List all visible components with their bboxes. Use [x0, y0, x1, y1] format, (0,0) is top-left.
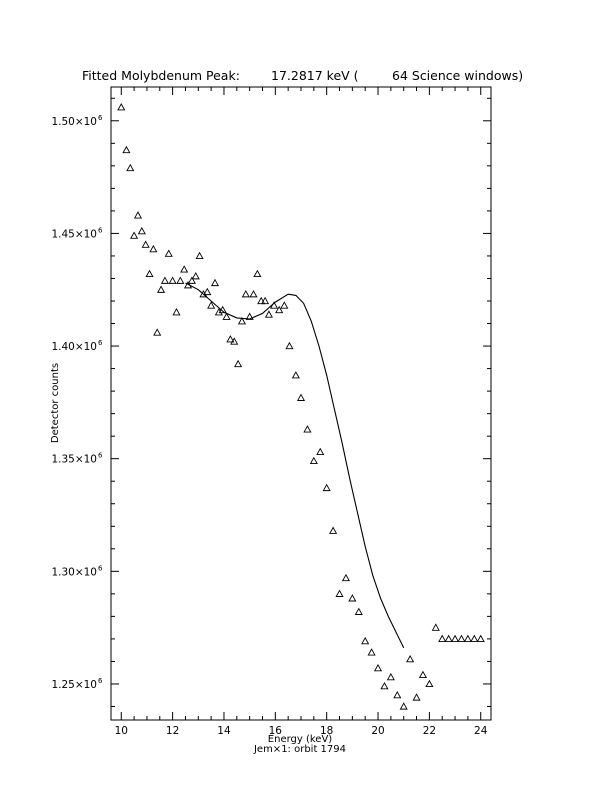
data-point-triangle: [388, 674, 395, 680]
y-tick-exponent: 6: [98, 564, 103, 573]
x-tick-label: 18: [319, 725, 334, 737]
data-point-triangle: [349, 595, 356, 601]
x-axis-label: Energy (keV): [267, 734, 333, 745]
data-point-triangle: [204, 289, 211, 295]
data-point-triangle: [375, 665, 382, 671]
data-point-triangle: [189, 277, 196, 283]
y-tick-label: 1.25×10: [51, 678, 97, 691]
y-tick-exponent: 6: [98, 339, 103, 348]
data-point-triangle: [162, 277, 169, 283]
data-point-triangle: [330, 527, 337, 533]
data-point-triangle: [420, 672, 427, 678]
data-point-triangle: [343, 575, 350, 581]
data-point-triangle: [317, 449, 324, 455]
y-tick-exponent: 6: [98, 113, 103, 122]
fit-curve-layer: [186, 283, 404, 648]
data-point-triangle: [146, 271, 153, 277]
chart-title-part-2: 17.2817 keV (: [271, 68, 359, 83]
y-tick-exponent: 6: [98, 226, 103, 235]
y-tick-label: 1.30×10: [51, 566, 97, 579]
data-point-triangle: [177, 277, 184, 283]
data-point-triangle: [407, 656, 414, 662]
data-point-triangle: [281, 302, 288, 308]
x-axis: [115, 87, 488, 737]
y-axis-label: Detector counts: [50, 362, 61, 444]
chart-title: [82, 68, 523, 83]
data-point-triangle: [381, 683, 388, 689]
data-point-triangle: [139, 228, 146, 234]
data-point-triangle: [196, 253, 203, 259]
data-point-triangle: [368, 649, 375, 655]
data-point-triangle: [192, 273, 199, 279]
data-point-triangle: [355, 609, 362, 615]
x-tick-label: 24: [474, 725, 488, 737]
data-point-triangle: [394, 692, 401, 698]
data-point-triangle: [142, 241, 149, 247]
x-tick-label: 16: [268, 725, 283, 737]
data-point-triangle: [413, 694, 420, 700]
data-point-triangle: [154, 329, 161, 335]
x-tick-label: 20: [371, 725, 385, 737]
y-tick-label: 1.50×10: [51, 115, 97, 128]
data-point-triangle: [477, 636, 484, 642]
y-tick-label: 1.40×10: [51, 341, 97, 354]
data-point-triangle: [286, 343, 293, 349]
x-tick-label: 14: [217, 725, 231, 737]
data-points: [118, 104, 484, 709]
data-point-triangle: [212, 280, 219, 286]
data-point-triangle: [336, 591, 343, 597]
chart-title-part-3: 64 Science windows): [392, 68, 524, 83]
data-point-triangle: [362, 638, 369, 644]
data-point-triangle: [165, 250, 172, 256]
data-point-triangle: [173, 309, 180, 315]
data-point-triangle: [135, 212, 142, 218]
data-point-triangle: [131, 232, 138, 238]
data-point-triangle: [181, 266, 188, 272]
data-point-triangle: [293, 372, 300, 378]
x-tick-label: 22: [422, 725, 437, 737]
data-point-triangle: [432, 624, 439, 630]
data-point-triangle: [426, 681, 433, 687]
data-point-triangle: [127, 165, 134, 171]
data-point-triangle: [169, 277, 176, 283]
data-point-triangle: [323, 485, 330, 491]
x-tick-label: 10: [114, 725, 128, 737]
data-point-triangle: [118, 104, 125, 110]
y-tick-exponent: 6: [98, 676, 103, 685]
data-point-triangle: [311, 458, 318, 464]
data-point-triangle: [266, 311, 273, 317]
y-axis: [51, 98, 491, 706]
chart-subtitle: Jem×1: orbit 1794: [253, 744, 347, 755]
x-tick-label: 12: [165, 725, 180, 737]
data-point-triangle: [123, 147, 130, 153]
y-tick-exponent: 6: [98, 451, 103, 460]
data-point-triangle: [452, 636, 459, 642]
data-point-triangle: [298, 395, 305, 401]
data-point-triangle: [445, 636, 452, 642]
data-point-triangle: [235, 361, 242, 367]
data-point-triangle: [250, 291, 257, 297]
data-point-triangle: [465, 636, 472, 642]
plot-frame: [111, 87, 491, 720]
y-tick-label: 1.45×10: [51, 228, 97, 241]
data-point-triangle: [158, 286, 165, 292]
data-point-triangle: [458, 636, 465, 642]
data-point-triangle: [471, 636, 478, 642]
data-point-triangle: [439, 636, 446, 642]
fit-curve: [186, 283, 404, 648]
data-point-triangle: [400, 703, 407, 709]
y-tick-label: 1.35×10: [51, 453, 97, 466]
data-point-triangle: [254, 271, 261, 277]
data-point-triangle: [304, 426, 311, 432]
data-point-triangle: [242, 291, 249, 297]
chart-title-part-1: Fitted Molybdenum Peak:: [82, 68, 240, 83]
data-point-triangle: [150, 246, 157, 252]
